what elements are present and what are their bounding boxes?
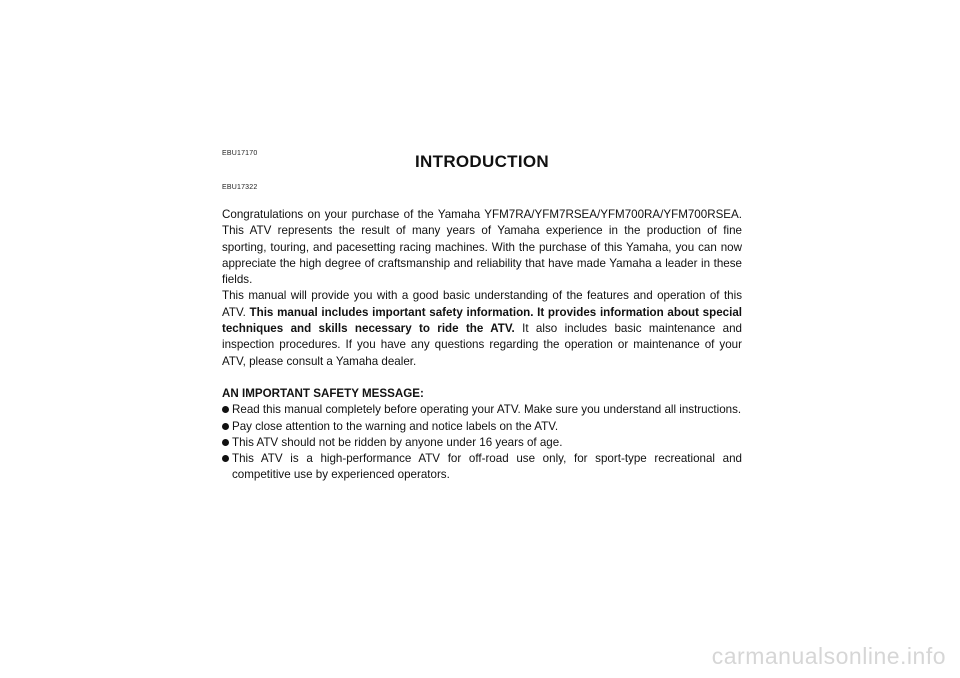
intro-body: [222, 207, 742, 484]
safety-list: [222, 402, 742, 483]
bullet-icon: [222, 455, 229, 462]
bullet-icon: [222, 423, 229, 430]
watermark: carmanualsonline.info: [711, 643, 946, 669]
intro-paragraph-2: [222, 288, 742, 369]
section-code-heading: EBU17170: [222, 150, 258, 157]
list-item-text: Read this manual completely before operating your ATV. Make sure you understand all instructions.: [232, 403, 742, 417]
page-title: INTRODUCTION: [415, 152, 549, 171]
intro-paragraph-1: Congratulations on your purchase of the Yamaha YFM7RA/YFM7RSEA/YFM700RA/YFM700RSEA. This ATV represents the result of many years of Yamaha experience in the production of fine sporting, touring, and pacesetting racing machines. With the purchase of this Yamaha, you can now appreciate the high degree of craftsmanship and reliability that have made Yamaha a leader in these fields.: [222, 208, 742, 287]
safety-heading: AN IMPORTANT SAFETY MESSAGE:: [222, 386, 424, 400]
list-item-text: Pay close attention to the warning and notice labels on the ATV.: [232, 419, 559, 433]
list-item: [222, 451, 742, 484]
intro-p2-start: This manual will provide you with a good basic understanding of the features and operation of this ATV.: [222, 289, 742, 319]
intro-p2-end: It also includes basic maintenance and inspection procedures. If you have any questions regarding the operation or maintenance of your ATV, please consult a Yamaha dealer.: [222, 322, 742, 368]
bullet-icon: [222, 406, 229, 413]
list-item: [222, 402, 742, 418]
intro-p2-bold: This manual includes important safety information. It provides information about special techniques and skills necessary to ride the ATV.: [222, 305, 742, 336]
bullet-icon: [222, 439, 229, 446]
list-item: [222, 435, 742, 451]
list-item-text: This ATV should not be ridden by anyone under 16 years of age.: [232, 435, 563, 449]
list-item-text: This ATV is a high-performance ATV for off-road use only, for sport-type recreational and competitive use by experienced operators.: [232, 452, 742, 482]
list-item: [222, 419, 742, 435]
section-code-paragraph: EBU17322: [222, 184, 258, 191]
